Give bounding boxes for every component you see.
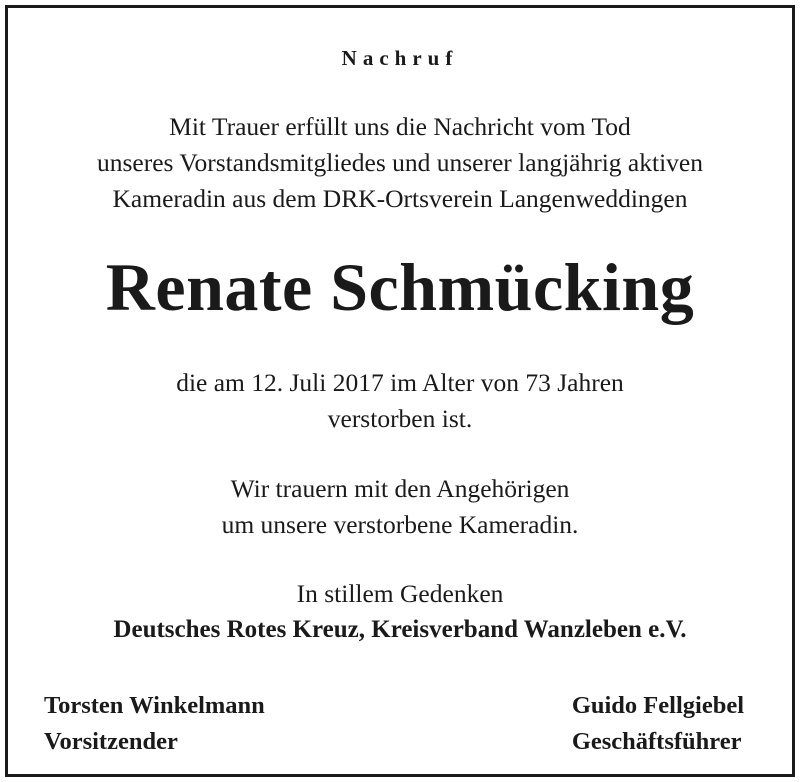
signatory-role: Vorsitzender [44, 728, 178, 755]
death-info [8, 365, 792, 437]
notice-heading: Nachruf [341, 46, 459, 70]
signatory-name: Torsten Winkelmann [44, 692, 265, 719]
mourning-line: Wir trauern mit den Angehörigen [230, 474, 570, 503]
intro-line: Kameradin aus dem DRK-Ortsverein Langenweddingen [112, 184, 688, 213]
remembrance-line: In stillem Gedenken [296, 579, 504, 608]
organization-name: Deutsches Rotes Kreuz, Kreisverband Wanzleben e.V. [113, 616, 687, 643]
signatory-role: Geschäftsführer [571, 728, 742, 755]
signatory-left [44, 688, 265, 760]
deceased-name: Renate Schmücking [105, 249, 695, 325]
death-info-line: die am 12. Juli 2017 im Alter von 73 Jahren [176, 368, 624, 397]
mourning-line: um unsere verstorbene Kameradin. [221, 510, 579, 539]
obituary-notice [5, 5, 795, 777]
death-info-line: verstorben ist. [327, 404, 473, 433]
intro-line: Mit Trauer erfüllt uns die Nachricht vom Tod [169, 112, 631, 141]
mourning-text [8, 471, 792, 543]
intro-text [8, 109, 792, 217]
signatory-right [572, 688, 744, 760]
intro-line: unseres Vorstandsmitgliedes und unserer langjährig aktiven [97, 148, 703, 177]
signatory-name: Guido Fellgiebel [571, 692, 744, 719]
